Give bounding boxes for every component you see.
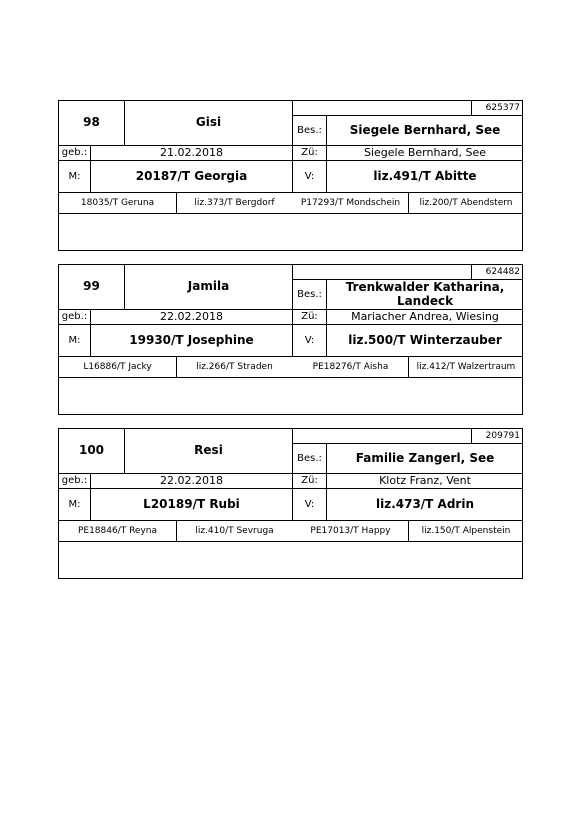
animal-card xyxy=(58,428,523,579)
animal-number: 100 xyxy=(78,443,105,458)
mother-label: M: xyxy=(68,498,81,510)
notes-area xyxy=(59,378,523,415)
born-date: 21.02.2018 xyxy=(160,145,223,159)
owner-value: Siegele Bernhard, See xyxy=(349,122,501,137)
owner-value: Trenkwalder Katharina, Landeck xyxy=(345,279,505,308)
animal-id: 625377 xyxy=(485,102,520,113)
animal-name: Jamila xyxy=(187,279,230,294)
father-label: V: xyxy=(304,498,315,510)
animal-card xyxy=(58,100,523,251)
mother-label: M: xyxy=(68,334,81,346)
ancestor-cell: PE17013/T Happy xyxy=(310,525,391,536)
ancestor-cell: L16886/T Jacky xyxy=(83,361,152,372)
animal-number: 99 xyxy=(83,279,100,294)
father-value: liz.491/T Abitte xyxy=(373,168,477,183)
father-value: liz.500/T Winterzauber xyxy=(348,332,502,347)
owner-value: Familie Zangerl, See xyxy=(355,450,495,465)
breeder-value: Siegele Bernhard, See xyxy=(363,145,487,159)
father-value: liz.473/T Adrin xyxy=(375,496,474,511)
born-label: geb.: xyxy=(61,311,88,323)
born-date: 22.02.2018 xyxy=(160,473,223,487)
animal-id: 209791 xyxy=(485,430,520,441)
ancestor-cell: liz.410/T Sevruga xyxy=(195,525,274,536)
born-label: geb.: xyxy=(61,475,88,487)
animal-card xyxy=(58,264,523,415)
animal-id: 624482 xyxy=(485,266,520,277)
mother-value: L20189/T Rubi xyxy=(143,496,240,511)
owner-label: Bes.: xyxy=(297,124,322,136)
mother-value: 20187/T Georgia xyxy=(135,168,248,183)
ancestor-cell: liz.373/T Bergdorf xyxy=(194,197,275,208)
born-date: 22.02.2018 xyxy=(160,309,223,323)
ancestor-cell: liz.150/T Alpenstein xyxy=(421,525,511,536)
born-label: geb.: xyxy=(61,147,88,159)
animal-name: Resi xyxy=(194,443,223,458)
ancestor-cell: 18035/T Geruna xyxy=(80,197,155,208)
breeder-label: Zü: xyxy=(301,311,318,323)
breeder-value: Klotz Franz, Vent xyxy=(379,473,471,487)
animal-number: 98 xyxy=(83,115,100,130)
notes-area xyxy=(59,542,523,579)
breeder-label: Zü: xyxy=(301,147,318,159)
ancestor-cell: PE18846/T Reyna xyxy=(77,525,158,536)
breeder-value: Mariacher Andrea, Wiesing xyxy=(351,309,499,323)
ancestor-cell: PE18276/T Aisha xyxy=(312,361,389,372)
breeder-label: Zü: xyxy=(301,475,318,487)
father-label: V: xyxy=(304,170,315,182)
ancestor-cell: liz.412/T Walzertraum xyxy=(416,361,516,372)
notes-area xyxy=(59,214,523,251)
ancestor-cell: P17293/T Mondschein xyxy=(300,197,401,208)
animal-name: Gisi xyxy=(195,115,222,130)
mother-label: M: xyxy=(68,170,81,182)
mother-value: 19930/T Josephine xyxy=(129,332,254,347)
owner-label: Bes.: xyxy=(297,288,322,300)
ancestor-cell: liz.200/T Abendstern xyxy=(419,197,513,208)
owner-label: Bes.: xyxy=(297,452,322,464)
father-label: V: xyxy=(304,334,315,346)
ancestor-cell: liz.266/T Straden xyxy=(196,361,273,372)
